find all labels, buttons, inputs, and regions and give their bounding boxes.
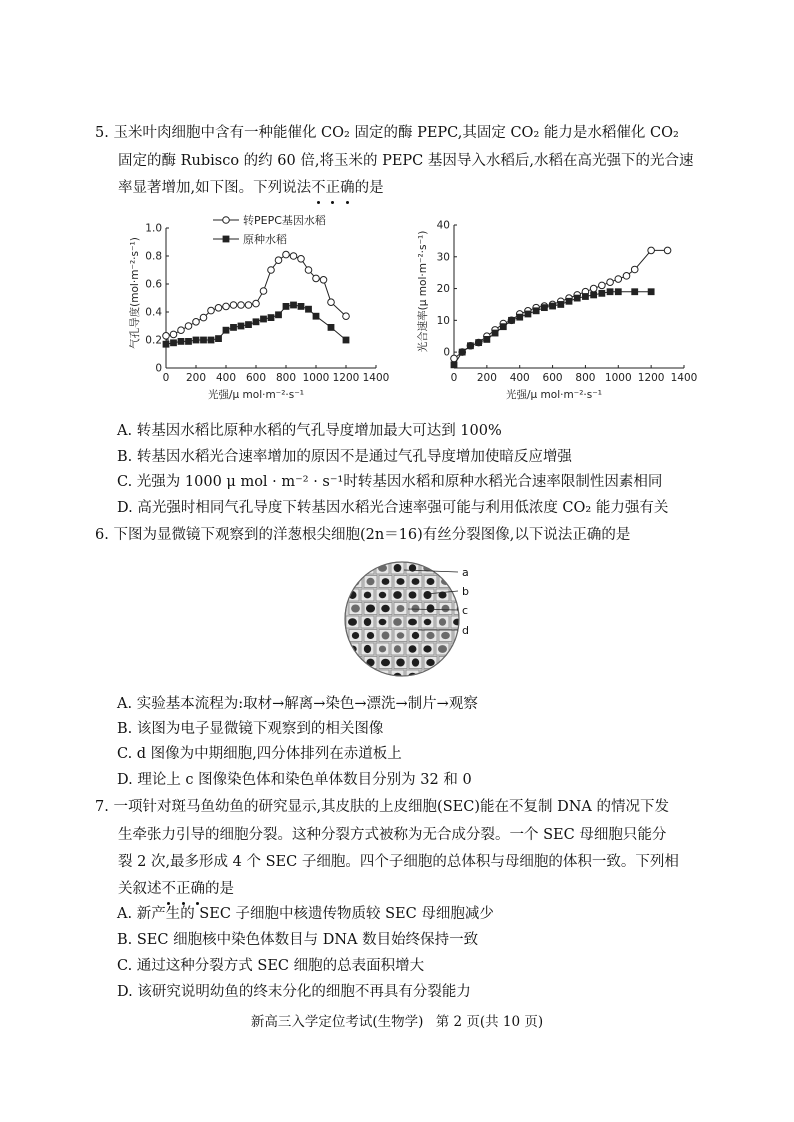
cell-nucleus	[409, 645, 417, 652]
data-point-circle	[230, 302, 237, 309]
cell-nucleus	[427, 578, 435, 585]
data-point-square	[500, 323, 507, 330]
x-tick-label: 0	[162, 372, 170, 384]
cell-nucleus	[393, 618, 402, 626]
q7-line-1: 7. 一项针对斑马鱼幼鱼的研究显示,其皮肤的上皮细胞(SEC)能在不复制 DNA 的情况下发	[95, 799, 669, 815]
onion-root-tip-micrograph	[342, 560, 482, 678]
data-point-circle	[185, 323, 192, 330]
q6-option-a[interactable]: A. 实验基本流程为:取材→解离→染色→漂洗→制片→观察	[117, 696, 478, 712]
cell	[361, 562, 374, 574]
x-tick-label: 1400	[670, 372, 698, 384]
x-tick-label: 800	[275, 372, 297, 384]
label-c: c	[462, 604, 469, 617]
cell-nucleus	[366, 604, 375, 612]
photosynthesis-rate-chart	[402, 208, 702, 408]
data-point-square	[328, 324, 335, 331]
cell-nucleus	[366, 578, 374, 586]
cell-nucleus	[348, 618, 357, 626]
x-axis-label: 光强/μ mol·m⁻²·s⁻¹	[505, 389, 603, 401]
emphasis-char: 确	[340, 180, 355, 196]
cell-nucleus	[426, 632, 434, 639]
q5-option-d[interactable]: D. 高光强时相同气孔导度下转基因水稻光合速率强可能与利用低浓度 CO₂ 能力强有关	[117, 500, 669, 516]
data-point-circle	[238, 302, 245, 309]
cell-nucleus	[453, 619, 462, 626]
data-point-circle	[283, 251, 290, 258]
data-point-circle	[215, 305, 222, 312]
cell-nucleus	[426, 659, 435, 666]
q7-line-4	[118, 879, 234, 899]
cell-nucleus	[396, 658, 404, 666]
q5-line-2: 固定的酶 Rubisco 的约 60 倍,将玉米的 PEPC 基因导入水稻后,水稻在高光强下的光合速	[118, 153, 694, 169]
q7-line-4-end: 的是	[205, 881, 234, 897]
cell-nucleus	[438, 645, 447, 653]
cell-nucleus	[363, 564, 371, 571]
q5-line-3-start: 率显著增加,如下图。下列说法	[118, 180, 312, 196]
data-point-circle	[275, 257, 282, 264]
data-point-circle	[163, 333, 170, 340]
q7-line-4-start: 关叙述	[118, 881, 162, 897]
emphasis-char: 正	[325, 180, 341, 196]
y-tick-label: 0	[443, 346, 450, 359]
label-d: d	[462, 624, 469, 637]
y-tick-label: 30	[436, 251, 450, 264]
label-a: a	[462, 566, 469, 579]
data-point-circle	[320, 277, 327, 284]
data-point-square	[170, 339, 177, 346]
data-point-square	[648, 288, 655, 295]
legend-marker-circle	[223, 217, 230, 224]
y-tick-label: 40	[436, 219, 450, 232]
cell-nucleus	[382, 632, 390, 640]
data-point-square	[631, 288, 638, 295]
data-point-square	[598, 290, 605, 297]
q5-line-3-end: 的是	[354, 180, 384, 196]
emphasis-char: 正	[176, 881, 191, 897]
data-point-circle	[313, 275, 320, 282]
x-tick-label: 400	[215, 372, 237, 384]
data-point-square	[459, 349, 466, 356]
cell-nucleus	[379, 592, 386, 598]
data-point-square	[275, 311, 282, 318]
cell-nucleus	[412, 658, 419, 666]
data-point-square	[492, 330, 499, 337]
cell-nucleus	[394, 564, 402, 572]
data-point-square	[208, 337, 215, 344]
cell-nucleus	[453, 564, 462, 572]
cell	[451, 670, 464, 678]
cell-nucleus	[423, 645, 431, 652]
data-point-circle	[328, 299, 335, 306]
y-tick-label: 20	[436, 283, 450, 296]
data-point-circle	[253, 300, 260, 307]
data-point-square	[483, 336, 490, 343]
data-point-square	[451, 361, 458, 368]
cell-nucleus	[438, 672, 447, 678]
x-tick-label: 1000	[604, 372, 632, 384]
q5-emphasis	[311, 180, 355, 196]
cell-nucleus	[351, 658, 360, 666]
cell-nucleus	[412, 632, 419, 639]
cell-nucleus	[351, 604, 360, 612]
cell	[346, 670, 359, 678]
cell-nucleus	[439, 618, 446, 625]
cell	[436, 670, 449, 678]
data-point-square	[607, 288, 614, 295]
data-point-circle	[607, 279, 614, 286]
x-tick-label: 1000	[302, 372, 330, 384]
data-point-square	[343, 337, 350, 344]
cell	[436, 562, 449, 574]
cell-nucleus	[453, 645, 462, 653]
cell-nucleus	[348, 565, 356, 572]
q7-emph-text	[162, 881, 206, 897]
cell-nucleus	[363, 673, 372, 678]
q7-option-c[interactable]: C. 通过这种分裂方式 SEC 细胞的总表面积增大	[117, 958, 425, 974]
data-point-square	[185, 338, 192, 345]
data-point-circle	[223, 303, 230, 310]
data-point-square	[475, 339, 482, 346]
x-axis-label: 光强/μ mol·m⁻²·s⁻¹	[207, 389, 305, 401]
cell-nucleus	[381, 605, 389, 613]
q5-emph-text	[311, 180, 355, 196]
cell-nucleus	[366, 659, 374, 667]
data-point-square	[516, 314, 523, 321]
cell-nucleus	[442, 605, 450, 613]
y-axis-label: 光合速率(μ mol·m⁻²·s⁻¹)	[417, 230, 429, 353]
cell-nucleus	[364, 645, 371, 653]
label-b: b	[462, 585, 469, 598]
cell-nucleus	[381, 659, 390, 666]
data-point-square	[223, 327, 230, 334]
cell-nucleus	[396, 578, 404, 585]
q6-stem: 6. 下图为显微镜下观察到的洋葱根尖细胞(2n＝16)有丝分裂图像,以下说法正确的是	[95, 527, 631, 543]
cell-nucleus	[397, 632, 405, 638]
data-point-circle	[290, 253, 297, 260]
q5-option-b[interactable]: B. 转基因水稻光合速率增加的原因不是通过气孔导度增加使暗反应增强	[117, 449, 572, 465]
cell-nucleus	[453, 672, 461, 678]
cell-nucleus	[382, 578, 390, 585]
data-point-circle	[193, 319, 200, 326]
x-tick-label: 1400	[362, 372, 390, 384]
data-point-circle	[623, 273, 630, 280]
cell-nucleus	[367, 632, 374, 639]
cell-nucleus	[364, 592, 371, 599]
cell	[421, 670, 434, 678]
x-tick-label: 800	[575, 372, 596, 384]
cell-nucleus	[409, 591, 417, 598]
cell-nucleus	[408, 619, 417, 626]
x-tick-label: 400	[509, 372, 530, 384]
data-point-square	[549, 303, 556, 310]
data-point-square	[290, 302, 297, 309]
cell-nucleus	[438, 565, 446, 572]
cell-nucleus	[379, 646, 386, 653]
emphasis-char: 不	[311, 180, 326, 196]
data-point-square	[283, 303, 290, 310]
cell-nucleus	[379, 619, 387, 625]
data-point-square	[541, 304, 548, 311]
data-point-square	[467, 342, 474, 349]
data-point-square	[253, 318, 260, 325]
q6-option-d[interactable]: D. 理论上 c 图像染色体和染色单体数目分别为 32 和 0	[117, 772, 472, 788]
data-point-circle	[178, 327, 185, 334]
data-point-square	[163, 341, 170, 348]
x-tick-label: 600	[542, 372, 563, 384]
data-point-square	[298, 303, 305, 310]
emphasis-char: 确	[190, 881, 205, 897]
cell-nucleus	[424, 672, 432, 678]
data-point-circle	[268, 267, 275, 274]
data-point-circle	[590, 285, 597, 292]
cell-nucleus	[349, 672, 357, 678]
data-point-square	[230, 324, 237, 331]
cell-nucleus	[352, 632, 359, 639]
cell-nucleus	[424, 619, 432, 625]
data-point-square	[260, 316, 267, 323]
y-tick-label: 10	[436, 314, 450, 327]
y-tick-label: 0.2	[145, 334, 162, 347]
q7-line-3: 裂 2 次,最多形成 4 个 SEC 子细胞。四个子细胞的总体积与母细胞的体积一致。下列相	[118, 854, 679, 870]
page-footer	[0, 1010, 794, 1030]
stomatal-conductance-chart	[118, 208, 393, 408]
data-point-square	[566, 298, 573, 305]
data-point-circle	[664, 247, 671, 254]
x-tick-label: 200	[185, 372, 207, 384]
data-point-circle	[245, 302, 252, 309]
legend-label-transgenic: 转PEPC基因水稻	[243, 214, 326, 227]
q5-option-a[interactable]: A. 转基因水稻比原种水稻的气孔导度增加最大可达到 100%	[117, 423, 502, 439]
cell-nucleus	[412, 578, 420, 585]
data-point-square	[508, 317, 515, 324]
y-tick-label: 0.8	[145, 250, 162, 263]
emphasis-char: 不	[161, 881, 176, 897]
data-point-square	[193, 337, 200, 344]
data-point-circle	[200, 314, 207, 321]
cell	[454, 657, 467, 669]
x-tick-label: 1200	[332, 372, 360, 384]
data-point-circle	[298, 256, 305, 263]
q7-emphasis	[162, 881, 206, 897]
data-point-square	[533, 307, 540, 314]
x-tick-label: 1200	[637, 372, 665, 384]
q6-option-b[interactable]: B. 该图为电子显微镜下观察到的相关图像	[117, 721, 384, 737]
x-tick-label: 0	[450, 372, 458, 384]
data-point-square	[590, 292, 597, 299]
data-point-square	[178, 338, 185, 345]
data-point-circle	[648, 247, 655, 254]
legend-label-original: 原种水稻	[243, 233, 287, 246]
data-point-square	[313, 313, 320, 320]
data-point-circle	[208, 307, 215, 314]
data-point-circle	[305, 267, 312, 274]
cell-nucleus	[427, 604, 435, 612]
q7-option-b[interactable]: B. SEC 细胞核中染色体数目与 DNA 数目始终保持一致	[117, 932, 479, 948]
cell	[361, 670, 374, 678]
data-point-circle	[260, 288, 267, 295]
y-axis-label: 气孔导度(mol·m⁻²·s⁻¹)	[129, 237, 141, 349]
cell-nucleus	[423, 591, 431, 599]
cell-nucleus	[394, 645, 401, 653]
q7-option-d[interactable]: D. 该研究说明幼鱼的终末分化的细胞不再具有分裂能力	[117, 984, 471, 1000]
footer-exam-title: 新高三入学定位考试(生物学)	[250, 1014, 424, 1030]
data-point-circle	[170, 331, 177, 338]
cell-nucleus	[456, 578, 464, 585]
q5-line-3	[118, 178, 384, 198]
data-point-circle	[631, 266, 638, 273]
cell	[439, 657, 452, 669]
x-tick-label: 600	[245, 372, 267, 384]
data-point-square	[305, 306, 312, 313]
data-point-circle	[615, 276, 622, 283]
data-point-square	[582, 293, 589, 300]
q5-line-1: 5. 玉米叶肉细胞中含有一种能催化 CO₂ 固定的酶 PEPC,其固定 CO₂ 能力是水稻催化 CO₂	[95, 125, 679, 141]
data-point-square	[238, 323, 245, 330]
data-point-square	[525, 311, 532, 318]
cell-nucleus	[397, 605, 405, 612]
data-point-square	[200, 337, 207, 344]
data-point-square	[215, 335, 222, 342]
cell-nucleus	[456, 659, 465, 667]
data-point-square	[574, 295, 581, 302]
q6-option-c[interactable]: C. d 图像为中期细胞,四分体排列在赤道板上	[117, 746, 402, 762]
y-tick-label: 0.6	[145, 278, 162, 291]
cell-nucleus	[412, 605, 420, 613]
legend-marker-square	[223, 236, 230, 243]
y-tick-label: 0.4	[145, 306, 162, 319]
q7-line-2: 生牵张力引导的细胞分裂。这种分裂方式被称为无合成分裂。一个 SEC 母细胞只能分	[118, 827, 667, 843]
data-point-circle	[343, 313, 350, 320]
x-tick-label: 200	[476, 372, 497, 384]
data-point-square	[245, 321, 252, 328]
footer-page-number: 第 2 页(共 10 页)	[435, 1014, 544, 1030]
cell-nucleus	[364, 618, 371, 626]
data-point-square	[268, 314, 275, 321]
cell-nucleus	[441, 632, 450, 639]
cell	[346, 562, 359, 574]
y-tick-label: 0	[155, 362, 162, 375]
q5-option-c[interactable]: C. 光强为 1000 μ mol · m⁻² · s⁻¹时转基因水稻和原种水稻光合速率限制性因素相同	[117, 474, 663, 490]
y-tick-label: 1.0	[145, 222, 162, 235]
data-point-circle	[599, 282, 606, 289]
cell-nucleus	[393, 591, 402, 599]
q7-option-a[interactable]: A. 新产生的 SEC 子细胞中核遗传物质较 SEC 母细胞减少	[117, 906, 494, 922]
data-point-square	[615, 288, 622, 295]
data-point-square	[557, 301, 564, 308]
